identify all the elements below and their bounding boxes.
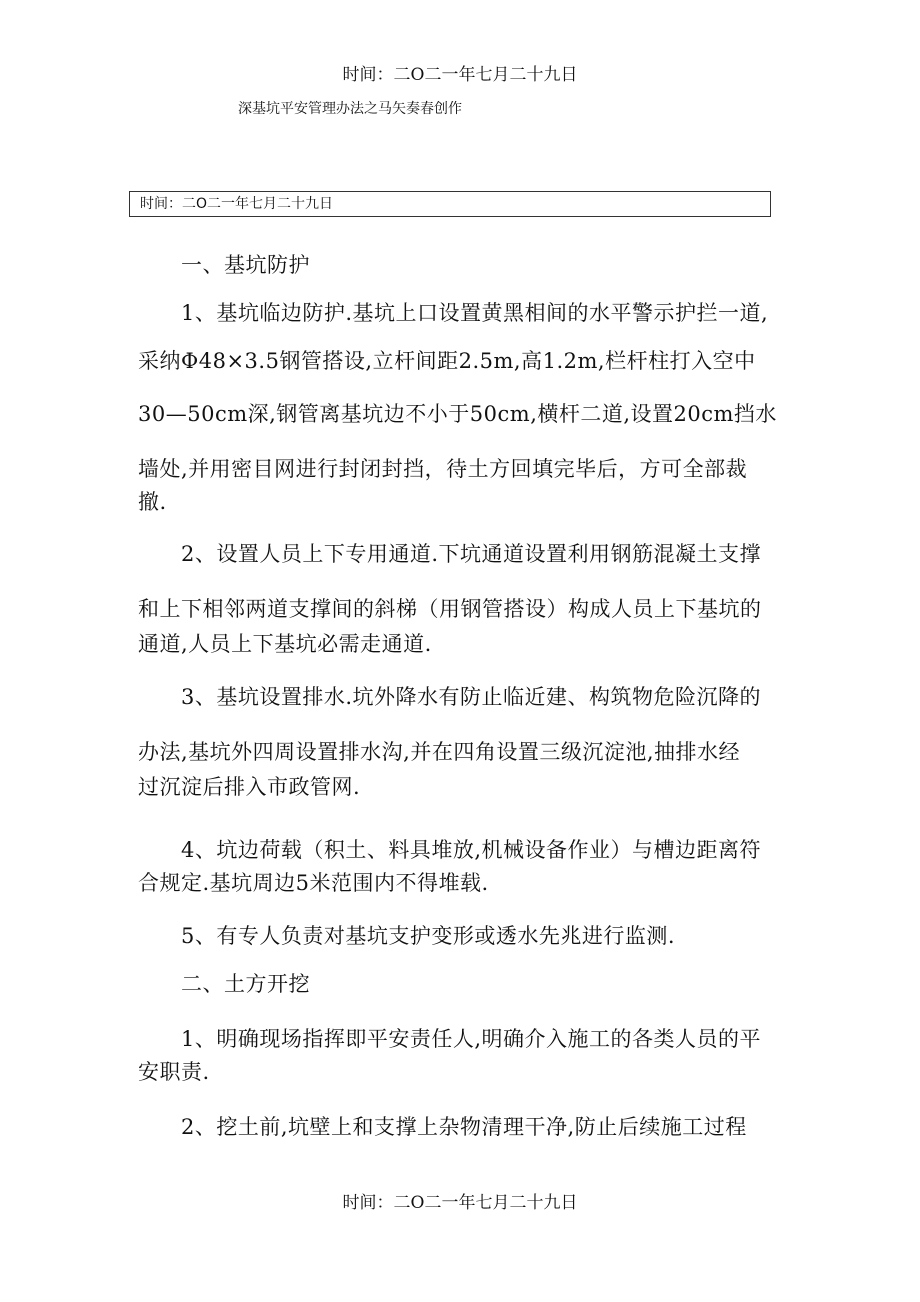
date-box: 时间：二O二一年七月二十九日 — [129, 191, 771, 217]
section-heading: 一、基坑防护 — [181, 253, 310, 277]
paragraph-line: 合规定.基坑周边5米范围内不得堆载. — [138, 871, 489, 895]
author-line: 深基坑平安管理办法之马矢奏春创作 — [238, 101, 462, 117]
paragraph-line: 4、坑边荷载（积土、料具堆放,机械设备作业）与槽边距离符 — [181, 838, 762, 862]
paragraph-line: 过沉淀后排入市政管网. — [138, 775, 361, 799]
paragraph-line: 墙处,并用密目网进行封闭封挡，待土方回填完毕后，方可全部裁 — [138, 457, 748, 481]
paragraph-line: 通道,人员上下基坑必需走通道. — [138, 632, 432, 656]
paragraph-line: 1、基坑临边防护.基坑上口设置黄黑相间的水平警示护拦一道, — [181, 301, 769, 325]
footer-date: 时间：二O二一年七月二十九日 — [342, 1193, 578, 1213]
paragraph-line: 撤. — [138, 490, 167, 514]
paragraph-line: 1、明确现场指挥即平安责任人,明确介入施工的各类人员的平 — [181, 1027, 762, 1051]
paragraph-line: 安职责. — [138, 1060, 210, 1084]
paragraph-line: 办法,基坑外四周设置排水沟,并在四角设置三级沉淀池,抽排水经 — [138, 740, 741, 764]
paragraph-line: 和上下相邻两道支撑间的斜梯（用钢管搭设）构成人员上下基坑的 — [138, 597, 762, 621]
section-heading: 二、土方开挖 — [181, 972, 310, 996]
paragraph-line: 30—50cm深,钢管离基坑边不小于50cm,横杆二道,设置20cm挡水 — [138, 402, 777, 426]
paragraph-line: 采纳Φ48×3.5钢管搭设,立杆间距2.5m,高1.2m,栏杆柱打入空中 — [138, 349, 756, 373]
paragraph-line: 2、挖土前,坑壁上和支撑上杂物清理干净,防止后续施工过程 — [181, 1115, 747, 1139]
paragraph-line: 2、设置人员上下专用通道.下坑通道设置利用钢筋混凝土支撑 — [181, 542, 762, 566]
paragraph-line: 3、基坑设置排水.坑外降水有防止临近建、构筑物危险沉降的 — [181, 685, 762, 709]
paragraph-line: 5、有专人负责对基坑支护变形或透水先兆进行监测. — [181, 924, 676, 948]
header-date: 时间：二O二一年七月二十九日 — [342, 65, 578, 85]
